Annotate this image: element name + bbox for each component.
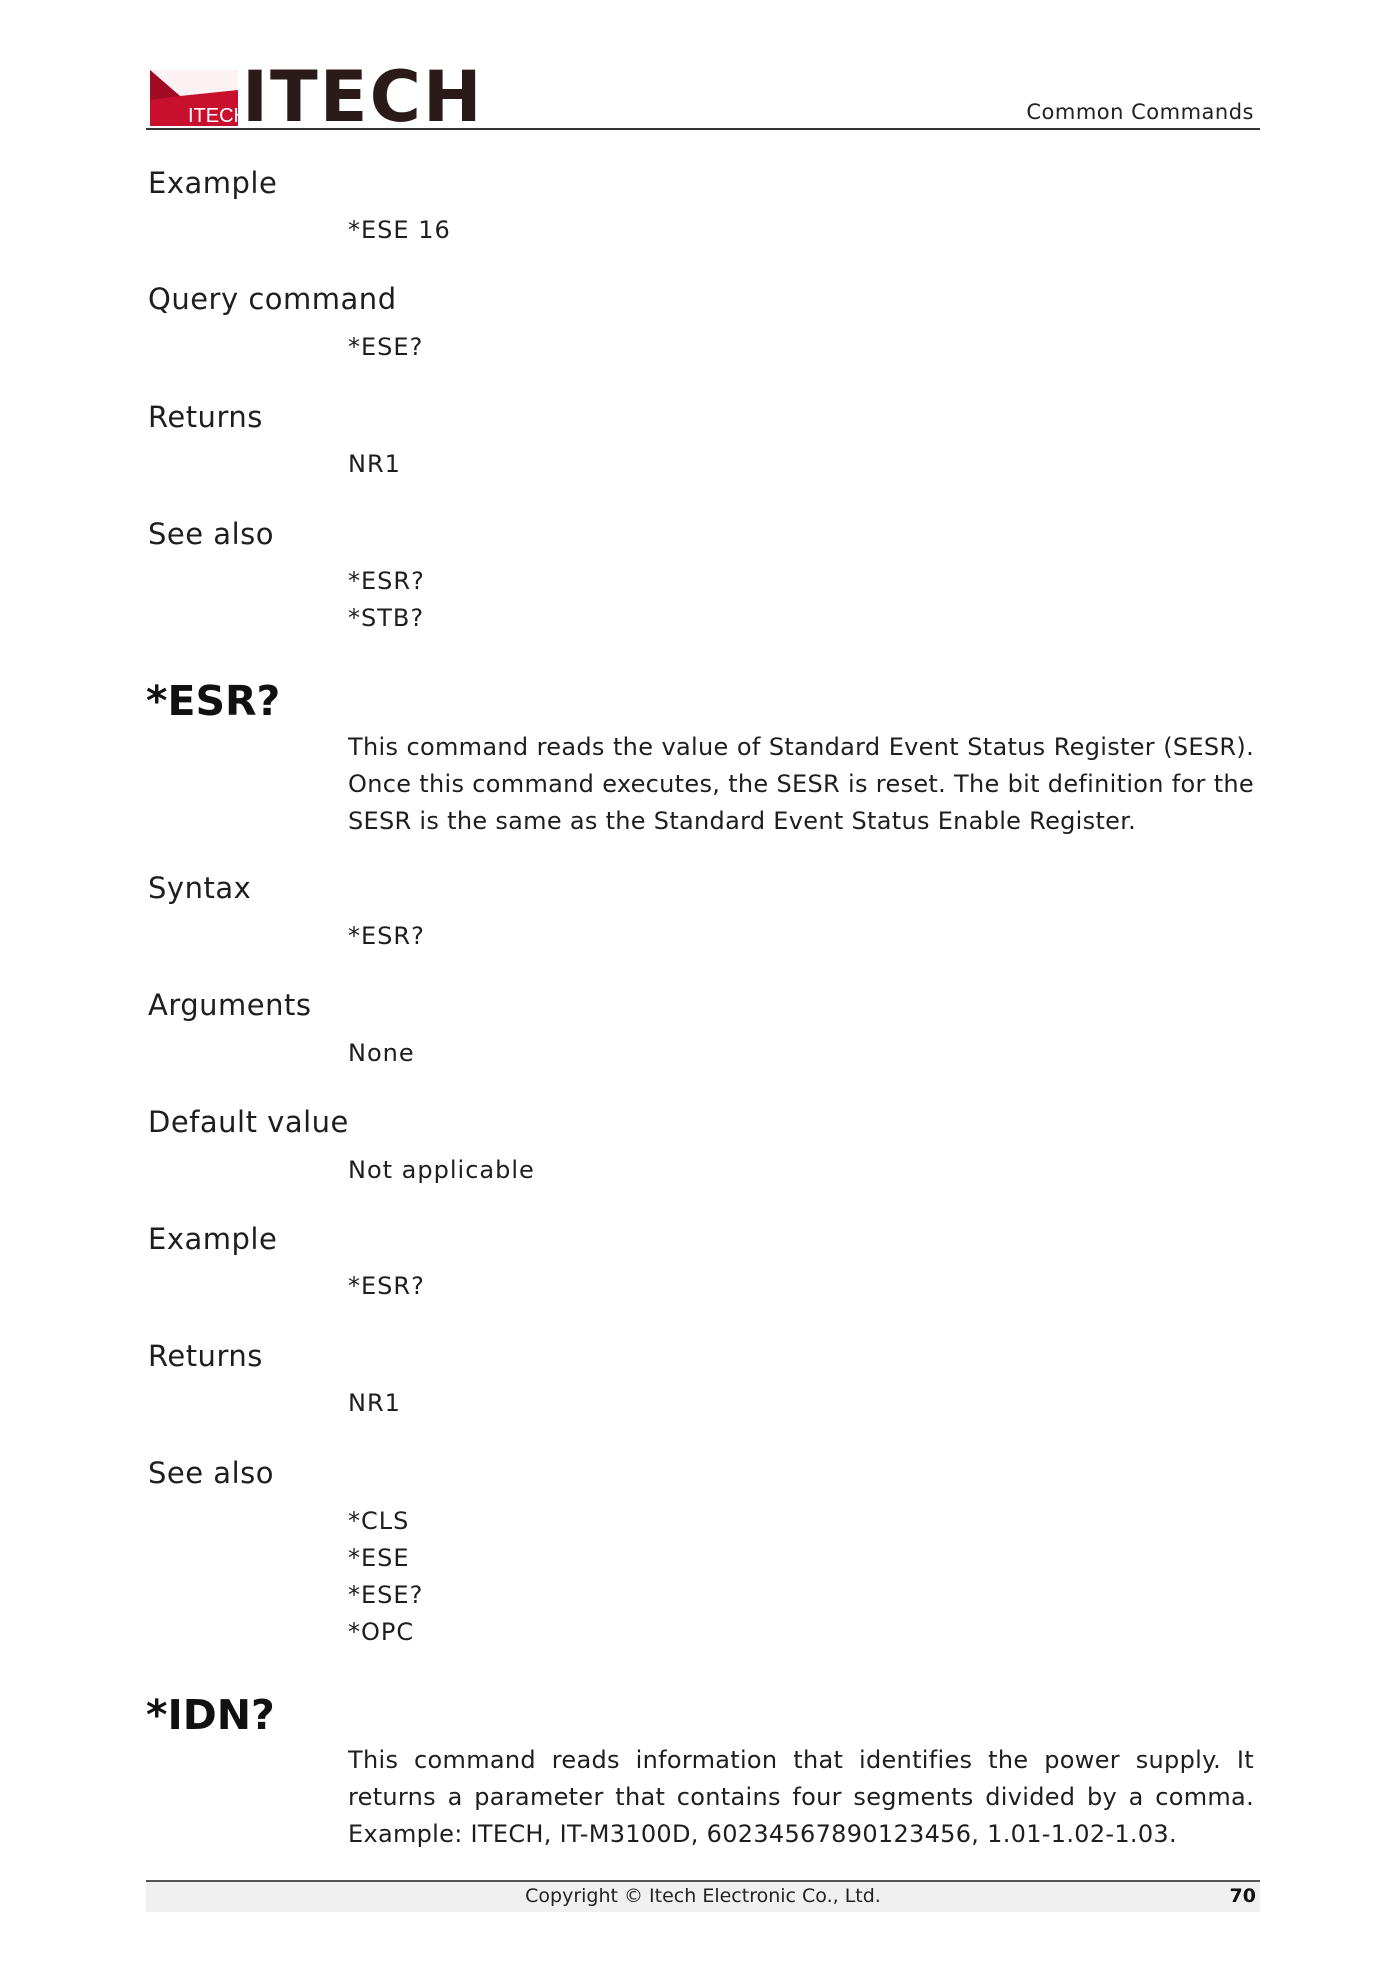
page-number: 70 (1229, 1885, 1256, 1907)
esr-description: This command reads the value of Standard Event Status Register (SESR). Once this command executes, the SESR is reset. The bit definition for the SESR is the same as the Standard Event Status Enable Register. (348, 733, 1254, 835)
copyright-text: Copyright © Itech Electronic Co., Ltd. (525, 1885, 881, 1907)
esr-see-also-item: *CLS (348, 1507, 410, 1535)
itech-logo-wordmark: ITECH (242, 56, 484, 138)
ese-query-label: Query command (148, 282, 397, 316)
ese-returns-value: NR1 (348, 450, 401, 478)
ese-query-value: *ESE? (348, 333, 424, 361)
svg-text:ITECH: ITECH (188, 105, 248, 127)
ese-see-also-item: *ESR? (348, 567, 425, 595)
esr-see-also-label: See also (148, 1456, 274, 1490)
idn-command-title: *IDN? (146, 1691, 275, 1739)
esr-see-also-item: *OPC (348, 1618, 415, 1646)
esr-see-also-item: *ESE (348, 1544, 410, 1572)
esr-returns-value: NR1 (348, 1389, 401, 1417)
ese-example-value: *ESE 16 (348, 216, 451, 244)
esr-default-label: Default value (148, 1105, 349, 1139)
esr-syntax-value: *ESR? (348, 922, 425, 950)
esr-see-also-item: *ESE? (348, 1581, 424, 1609)
page-footer (146, 1880, 1260, 1912)
section-title: Common Commands (1026, 100, 1254, 124)
esr-arguments-label: Arguments (148, 988, 312, 1022)
esr-example-value: *ESR? (348, 1272, 425, 1300)
ese-see-also-label: See also (148, 517, 274, 551)
esr-syntax-label: Syntax (148, 871, 252, 905)
idn-description: This command reads information that identifies the power supply. It returns a parameter that contains four segments divided by a comma. Example: ITECH, IT-M3100D, 60234567890123456, 1.01-1.02-1.03. (348, 1746, 1254, 1848)
ese-see-also-item: *STB? (348, 604, 425, 632)
ese-example-label: Example (148, 166, 278, 200)
itech-logo-mark-icon (150, 70, 248, 127)
ese-returns-label: Returns (148, 400, 263, 434)
page-header (146, 56, 1260, 138)
esr-command-title: *ESR? (146, 677, 281, 725)
esr-returns-label: Returns (148, 1339, 263, 1373)
esr-arguments-value: None (348, 1039, 415, 1067)
esr-default-value: Not applicable (348, 1156, 535, 1184)
itech-logo (150, 56, 484, 138)
esr-example-label: Example (148, 1222, 278, 1256)
